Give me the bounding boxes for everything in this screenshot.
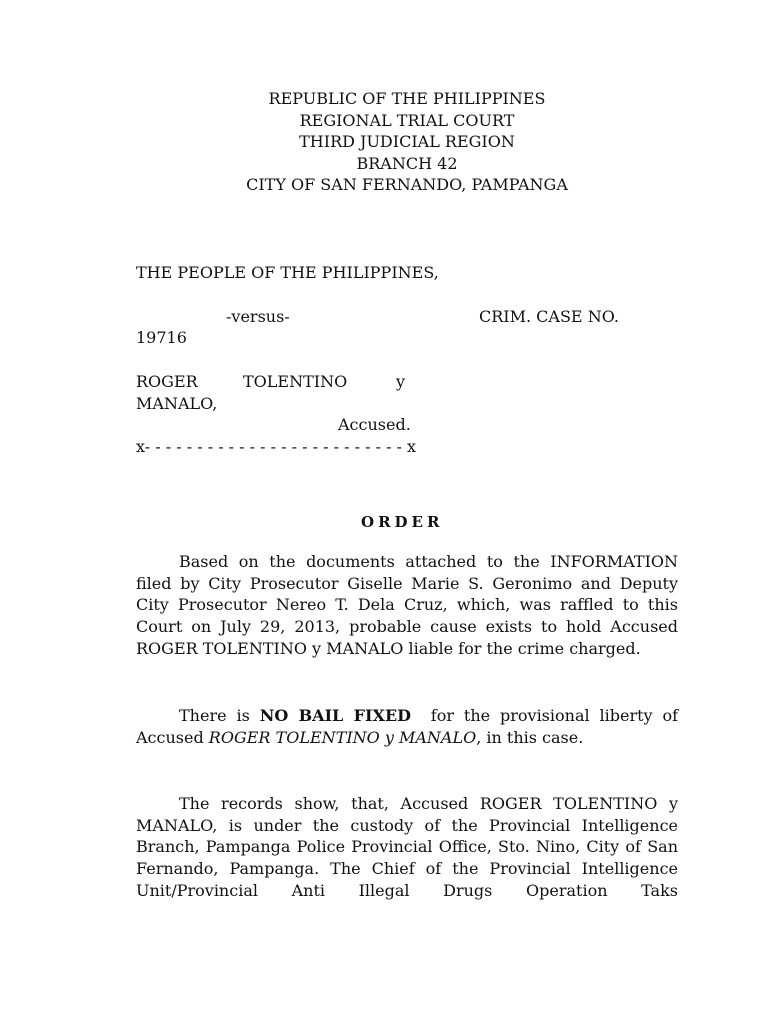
paragraph-text: The records show, that, Accused ROGER TOLENTINO y MANALO, is under the custody of the Provincial Intelligence Branch, Pampanga Police Provincial Office, Sto. Nino, City of San Fernando, Pampanga. The Chief of the Provincial Intelligence Unit/Provincial Anti Illegal Drugs Operation Taks — [136, 794, 678, 900]
paragraph-probable-cause — [136, 551, 678, 660]
p2-mid: for the provisional liberty of Accused — [136, 706, 684, 747]
case-number-label: CRIM. CASE NO. — [479, 307, 619, 326]
paragraph-custody — [136, 793, 678, 902]
court-header — [0, 88, 768, 196]
header-court: REGIONAL TRIAL COURT — [299, 110, 515, 130]
header-branch: BRANCH 42 — [356, 153, 458, 173]
p2-post: , in this case. — [476, 727, 584, 747]
paragraph-no-bail — [136, 705, 684, 748]
accused-label: Accused. — [338, 415, 411, 434]
plaintiff-name: THE PEOPLE OF THE PHILIPPINES, — [136, 263, 439, 282]
caption-separator: x- - - - - - - - - - - - - - - - - - - - - - - - - x — [136, 437, 417, 456]
header-republic: REPUBLIC OF THE PHILIPPINES — [268, 89, 546, 108]
order-title: ORDER — [361, 513, 444, 531]
case-number: 19716 — [136, 328, 187, 347]
accused-last-name: MANALO, — [136, 394, 218, 413]
paragraph-text: Based on the documents attached to the INFORMATION filed by City Prosecutor Giselle Marie S. Geronimo and Deputy City Prosecutor Nereo T. Dela Cruz, which, was raffled to this Court on July 29, 2013, probable cause exists to hold Accused ROGER TOLENTINO y MANALO liable for the crime charged. — [136, 552, 678, 658]
no-bail-emphasis: NO BAIL FIXED — [259, 706, 412, 725]
header-region: THIRD JUDICIAL REGION — [299, 132, 515, 151]
accused-first-name: ROGER — [136, 372, 198, 391]
paragraph-text — [136, 705, 684, 748]
header-city: CITY OF SAN FERNANDO, PAMPANGA — [246, 175, 568, 194]
accused-name-italic: ROGER TOLENTINO y MANALO — [208, 727, 477, 747]
accused-y: y — [396, 372, 406, 391]
p2-pre: There is — [179, 706, 260, 725]
versus-label: -versus- — [226, 307, 290, 326]
accused-middle-name: TOLENTINO — [243, 372, 348, 391]
